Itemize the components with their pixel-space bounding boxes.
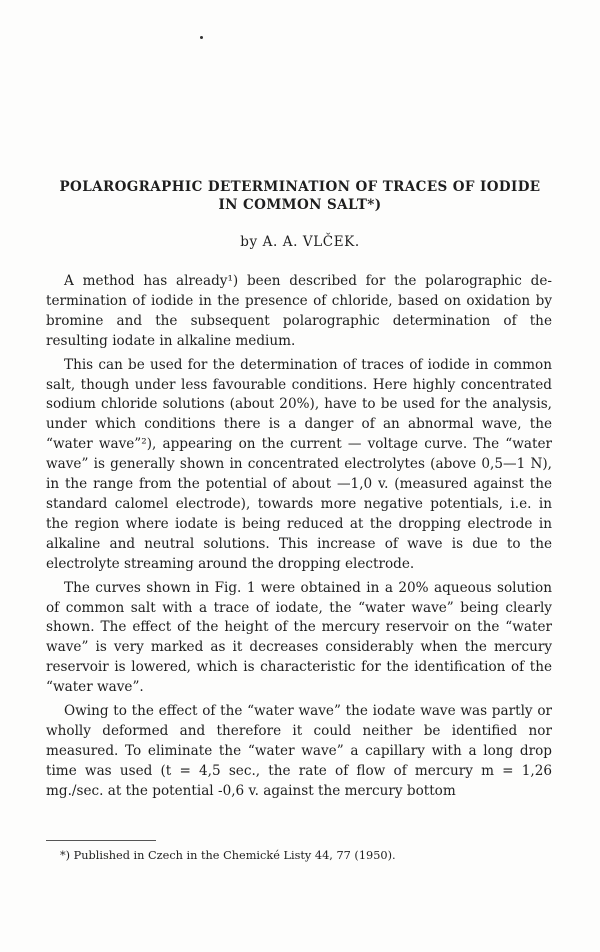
footnote-divider — [46, 840, 156, 841]
paragraph: This can be used for the determination of traces of iodide in common salt, though under less favourable conditions. Here highly concentrated sodium chloride solutions (about 20%), have to be used for the analysis, under which conditions there is a danger of an abnormal wave, the “water wave”²), appearing on the current — voltage curve. The “water wave” is generally shown in concentrated electrolytes (above 0,5—1 N), in the range from the potential of about —1,0 v. (measured against the standard calomel electrode), towards more negative potentials, i.e. in the region where iodate is being reduced at the dropping electrode in alkaline and neutral solutions. This increase of wave is due to the electrolyte streaming around the dropping electrode. — [46, 356, 552, 572]
scan-speck — [200, 36, 203, 39]
paragraph: The curves shown in Fig. 1 were obtained in a 20% aqueous solution of common salt with a trace of iodate, the “water wave” being clearly shown. The effect of the height of the mercury reservoir on the “water wave” is very marked as it decreases considerably when the mercury reservoir is lowered, which is characteristic for the identification of the “water wave”. — [46, 579, 552, 696]
article-title-line-2: IN COMMON SALT*) — [218, 197, 382, 213]
paragraph: A method has already¹) been described for the polarographic determination of iodide in the presence of chloride, based on oxidation by bromine and the subsequent polarographic determination of the resulting iodate in alkaline medium. — [46, 273, 552, 349]
article-author: by A. A. VLČEK. — [240, 234, 360, 250]
article-title-line-1: POLAROGRAPHIC DETERMINATION OF TRACES OF IODIDE — [59, 179, 541, 195]
paragraph: Owing to the effect of the “water wave” the iodate wave was partly or wholly deformed and therefore it could neither be identified nor measured. To eliminate the “water wave” a capillary with a long drop time was used (t = 4,5 sec., the rate of flow of mercury m = 1,26 mg./sec. at the potential -0,6 v. against the mercury bottom — [46, 703, 552, 799]
article-body — [46, 272, 552, 806]
footnote: *) Published in Czech in the Chemické Listy 44, 77 (1950). — [60, 849, 396, 862]
